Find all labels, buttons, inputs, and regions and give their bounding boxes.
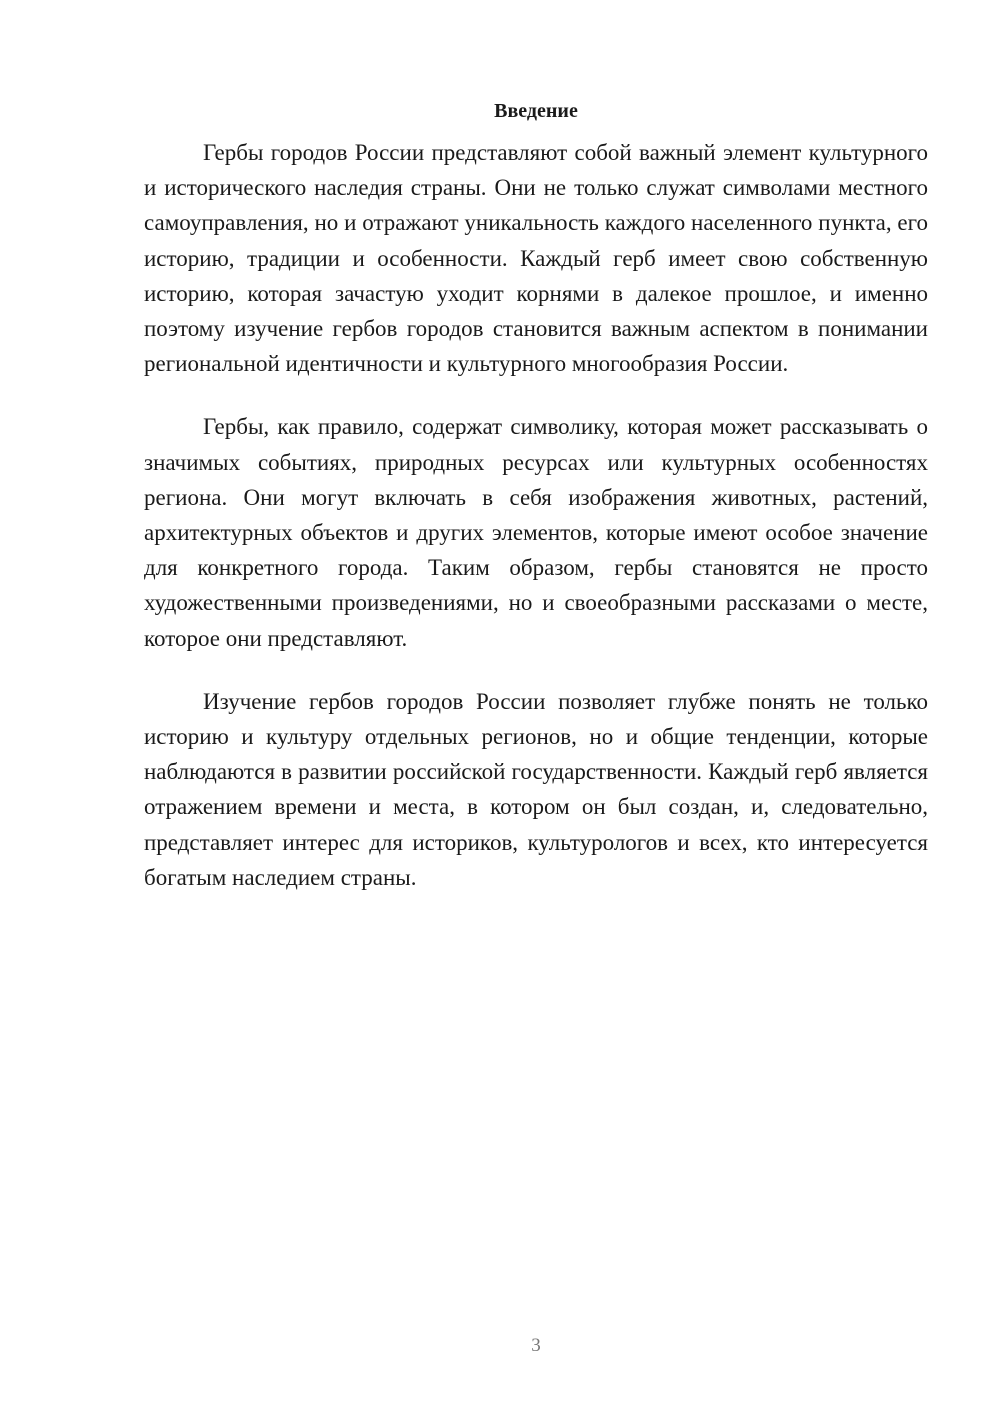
paragraph-3: Изучение гербов городов России позволяет глубже понять не только историю и культуру отдельных регионов, но и общие тенденции, которые наблюдаются в развитии российской государственности. Каждый герб является отражением времени и места, в котором он был создан, и, следовательно, представляет интерес для историков, культурологов и всех, кто интересуется богатым наследием страны.: [144, 688, 928, 890]
page-number: 3: [531, 1335, 541, 1356]
paragraph-1: Гербы городов России представляют собой важный элемент культурного и исторического наследия страны. Они не только служат символами местного самоуправления, но и отражают уникальность каждого населенного пункта, его историю, традиции и особенности. Каждый герб имеет свою собственную историю, которая зачастую уходит корнями в далекое прошлое, и именно поэтому изучение гербов городов становится важным аспектом в понимании региональной идентичности и культурного многообразия России.: [144, 140, 928, 377]
page-content: [144, 94, 928, 923]
section-title: Введение: [494, 100, 578, 122]
paragraph-2: Гербы, как правило, содержат символику, которая может рассказывать о значимых событиях, природных ресурсах или культурных особенностях региона. Они могут включать в себя изображения животных, растений, архитектурных объектов и других элементов, которые имеют особое значение для конкретного города. Таким образом, гербы становятся не просто художественными произведениями, но и своеобразными рассказами о месте, которое они представляют.: [144, 414, 928, 651]
